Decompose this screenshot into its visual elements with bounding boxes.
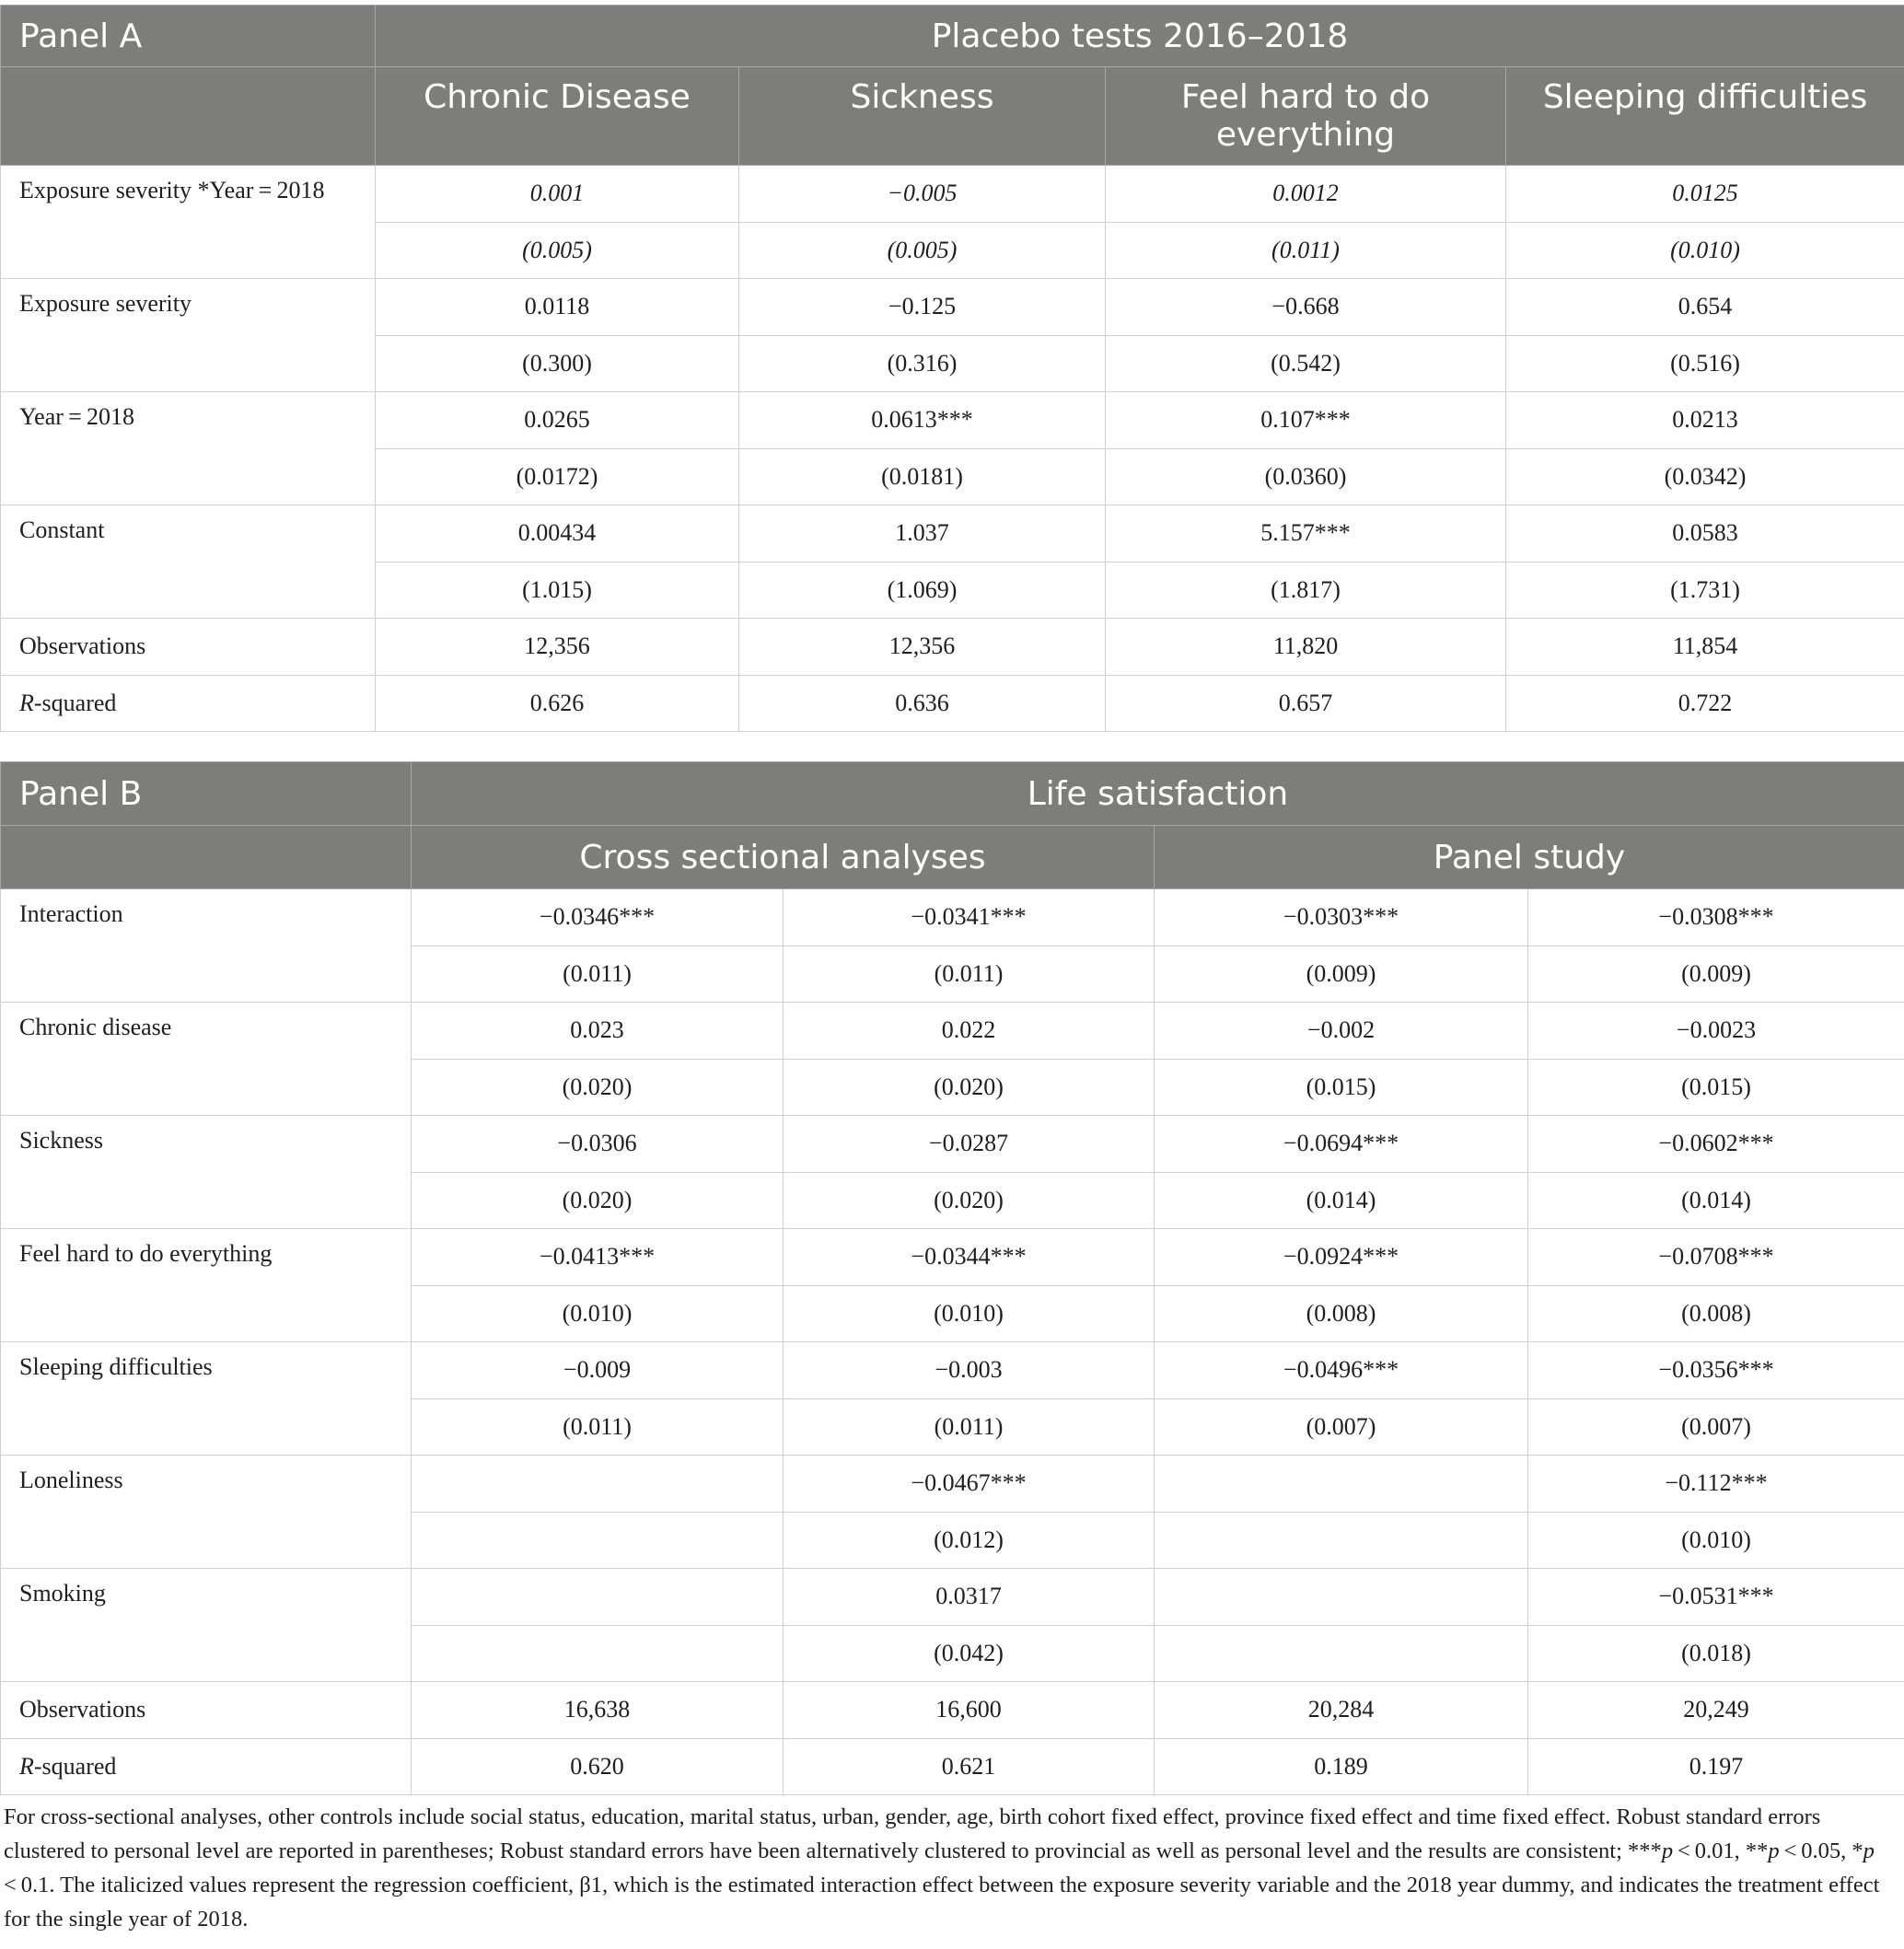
coefficient-cell: −0.0356*** [1528, 1342, 1904, 1399]
std-error-cell: (0.010) [784, 1285, 1155, 1342]
std-error-cell: (0.020) [784, 1172, 1155, 1229]
coefficient-cell: 0.022 [784, 1003, 1155, 1060]
std-error-cell: (0.011) [784, 945, 1155, 1003]
row-label: Loneliness [1, 1456, 412, 1569]
footnote-text: < 0.1. The italicized values represent the regression coefficient, β1, which is the estimated interaction effect between the exposure severity variable and the 2018 year dummy, and indicates the treatment effect for the single year of 2018. [4, 1839, 1880, 1932]
coefficient-cell: −0.668 [1106, 279, 1506, 336]
coefficient-cell: 0.0012 [1106, 166, 1506, 223]
coefficient-cell: 0.023 [412, 1003, 784, 1060]
table-row [1, 1229, 1904, 1286]
panel-b-header-blank [1, 826, 412, 889]
coefficient-cell: −0.0924*** [1155, 1229, 1528, 1286]
observations-row [1, 619, 1904, 676]
observations-cell: 16,638 [412, 1682, 784, 1739]
coefficient-cell: −0.0346*** [412, 889, 784, 946]
std-error-cell [412, 1512, 784, 1569]
std-error-cell: (1.817) [1106, 562, 1506, 619]
footnote-p-symbol: p [1863, 1839, 1875, 1863]
table-row [1, 279, 1904, 336]
coefficient-cell: 0.0125 [1506, 166, 1904, 223]
coefficient-cell: −0.0287 [784, 1116, 1155, 1173]
table-row [1, 166, 1904, 223]
std-error-cell: (0.042) [784, 1625, 1155, 1682]
std-error-cell: (0.005) [376, 222, 739, 279]
coefficient-cell: −0.0023 [1528, 1003, 1904, 1060]
std-error-cell: (0.011) [784, 1398, 1155, 1456]
coefficient-cell [412, 1456, 784, 1513]
coefficient-cell: 0.654 [1506, 279, 1904, 336]
row-label [1, 1738, 412, 1795]
panel-a-label: Panel A [1, 6, 376, 67]
std-error-cell: (0.0172) [376, 448, 739, 505]
row-label: Smoking [1, 1569, 412, 1682]
observations-cell: 20,249 [1528, 1682, 1904, 1739]
std-error-cell: (0.516) [1506, 335, 1904, 392]
panel-b-subgroup-header: Cross sectional analyses [412, 826, 1155, 889]
observations-cell: 16,600 [784, 1682, 1155, 1739]
r-squared-cell: 0.657 [1106, 675, 1506, 732]
coefficient-cell: 0.00434 [376, 505, 739, 563]
std-error-cell: (0.542) [1106, 335, 1506, 392]
row-label: Sleeping difficulties [1, 1342, 412, 1456]
row-label: Interaction [1, 889, 412, 1003]
std-error-cell: (0.020) [784, 1059, 1155, 1116]
r-symbol: R [19, 689, 34, 716]
std-error-cell: (0.010) [1528, 1512, 1904, 1569]
r-squared-cell: 0.636 [739, 675, 1106, 732]
std-error-cell: (0.010) [1506, 222, 1904, 279]
std-error-cell [1155, 1625, 1528, 1682]
table-row [1, 1003, 1904, 1060]
coefficient-cell: −0.0303*** [1155, 889, 1528, 946]
table-row [1, 1116, 1904, 1173]
std-error-cell: (0.007) [1528, 1398, 1904, 1456]
std-error-cell: (0.0360) [1106, 448, 1506, 505]
observations-cell: 11,854 [1506, 619, 1904, 676]
std-error-cell: (0.008) [1528, 1285, 1904, 1342]
std-error-cell: (0.020) [412, 1172, 784, 1229]
std-error-cell: (0.014) [1528, 1172, 1904, 1229]
coefficient-cell: 0.0118 [376, 279, 739, 336]
coefficient-cell: −0.0308*** [1528, 889, 1904, 946]
std-error-cell: (0.007) [1155, 1398, 1528, 1456]
observations-cell: 11,820 [1106, 619, 1506, 676]
coefficient-cell: 0.0265 [376, 392, 739, 449]
row-label: Constant [1, 505, 376, 619]
coefficient-cell [1155, 1569, 1528, 1626]
panel-a-col-header: Chronic Disease [376, 67, 739, 166]
std-error-cell: (1.015) [376, 562, 739, 619]
coefficient-cell: −0.125 [739, 279, 1106, 336]
std-error-cell [1155, 1512, 1528, 1569]
row-label [1, 675, 376, 732]
table-row [1, 1342, 1904, 1399]
std-error-cell: (0.008) [1155, 1285, 1528, 1342]
observations-cell: 12,356 [376, 619, 739, 676]
std-error-cell: (0.011) [412, 945, 784, 1003]
r-squared-suffix: -squared [33, 1752, 117, 1780]
r-squared-cell: 0.620 [412, 1738, 784, 1795]
std-error-cell: (1.731) [1506, 562, 1904, 619]
coefficient-cell: −0.0306 [412, 1116, 784, 1173]
observations-row [1, 1682, 1904, 1739]
r-squared-cell: 0.722 [1506, 675, 1904, 732]
panel-b-label: Panel B [1, 762, 412, 826]
coefficient-cell: −0.003 [784, 1342, 1155, 1399]
footnote-p-symbol: p [1661, 1839, 1674, 1863]
coefficient-cell: −0.005 [739, 166, 1106, 223]
table-row [1, 1456, 1904, 1513]
coefficient-cell: 0.107*** [1106, 392, 1506, 449]
footnote-text: < 0.05, * [1779, 1839, 1863, 1863]
row-label: Chronic disease [1, 1003, 412, 1116]
std-error-cell: (0.015) [1528, 1059, 1904, 1116]
coefficient-cell: −0.009 [412, 1342, 784, 1399]
r-squared-row [1, 1738, 1904, 1795]
std-error-cell: (0.316) [739, 335, 1106, 392]
std-error-cell: (0.005) [739, 222, 1106, 279]
footnote-p-symbol: p [1768, 1839, 1780, 1863]
coefficient-cell: 0.0613*** [739, 392, 1106, 449]
std-error-cell: (0.014) [1155, 1172, 1528, 1229]
std-error-cell: (0.020) [412, 1059, 784, 1116]
panel-a-group-title: Placebo tests 2016–2018 [376, 6, 1904, 67]
row-label: Feel hard to do everything [1, 1229, 412, 1342]
coefficient-cell: −0.112*** [1528, 1456, 1904, 1513]
observations-cell: 20,284 [1155, 1682, 1528, 1739]
r-squared-cell: 0.621 [784, 1738, 1155, 1795]
std-error-cell: (0.015) [1155, 1059, 1528, 1116]
table-footnote [4, 1800, 1891, 1936]
coefficient-cell: −0.0602*** [1528, 1116, 1904, 1173]
row-label: Exposure severity *Year = 2018 [1, 166, 376, 279]
coefficient-cell: 1.037 [739, 505, 1106, 563]
coefficient-cell [1155, 1456, 1528, 1513]
std-error-cell: (0.012) [784, 1512, 1155, 1569]
coefficient-cell: 5.157*** [1106, 505, 1506, 563]
coefficient-cell: −0.0341*** [784, 889, 1155, 946]
r-squared-row [1, 675, 1904, 732]
panel-b-body [1, 889, 1904, 1795]
coefficient-cell [412, 1569, 784, 1626]
std-error-cell [412, 1625, 784, 1682]
std-error-cell: (0.300) [376, 335, 739, 392]
std-error-cell: (1.069) [739, 562, 1106, 619]
footnote-text: < 0.01, ** [1673, 1839, 1769, 1863]
r-squared-cell: 0.626 [376, 675, 739, 732]
coefficient-cell: −0.0694*** [1155, 1116, 1528, 1173]
coefficient-cell: −0.0531*** [1528, 1569, 1904, 1626]
coefficient-cell: −0.0496*** [1155, 1342, 1528, 1399]
footnote-text: For cross-sectional analyses, other controls include social status, education, marital status, urban, gender, age, birth cohort fixed effect, province fixed effect and time fixed effect. Robust standard errors clustered to personal level are reported in parentheses; Robust standard errors have been alternatively clustered to provincial as well as personal level and the results are consistent; *** [4, 1804, 1821, 1863]
table-row [1, 392, 1904, 449]
row-label: Sickness [1, 1116, 412, 1229]
panel-a-col-header: Sickness [739, 67, 1106, 166]
row-label: Exposure severity [1, 279, 376, 392]
std-error-cell: (0.0342) [1506, 448, 1904, 505]
row-label: Observations [1, 1682, 412, 1739]
panel-b-group-title: Life satisfaction [412, 762, 1904, 826]
panel-a-body [1, 166, 1904, 732]
std-error-cell: (0.011) [412, 1398, 784, 1456]
panel-a-header-blank [1, 67, 376, 166]
coefficient-cell: −0.0708*** [1528, 1229, 1904, 1286]
coefficient-cell: −0.0467*** [784, 1456, 1155, 1513]
r-squared-cell: 0.189 [1155, 1738, 1528, 1795]
coefficient-cell: 0.001 [376, 166, 739, 223]
row-label: Observations [1, 619, 376, 676]
observations-cell: 12,356 [739, 619, 1106, 676]
std-error-cell: (0.009) [1155, 945, 1528, 1003]
panel-b-subgroup-header: Panel study [1155, 826, 1904, 889]
std-error-cell: (0.010) [412, 1285, 784, 1342]
table-row [1, 889, 1904, 946]
std-error-cell: (0.011) [1106, 222, 1506, 279]
coefficient-cell: −0.002 [1155, 1003, 1528, 1060]
panel-a-table [0, 5, 1904, 732]
panel-b-table [0, 761, 1904, 1795]
r-squared-cell: 0.197 [1528, 1738, 1904, 1795]
r-squared-suffix: -squared [33, 689, 117, 716]
panel-a-col-header: Feel hard to do everything [1106, 67, 1506, 166]
r-symbol: R [19, 1752, 34, 1780]
table-row [1, 505, 1904, 563]
std-error-cell: (0.009) [1528, 945, 1904, 1003]
table-row [1, 1569, 1904, 1626]
panel-a-col-header: Sleeping difficulties [1506, 67, 1904, 166]
std-error-cell: (0.0181) [739, 448, 1106, 505]
coefficient-cell: −0.0413*** [412, 1229, 784, 1286]
row-label: Year = 2018 [1, 392, 376, 505]
coefficient-cell: 0.0317 [784, 1569, 1155, 1626]
coefficient-cell: 0.0213 [1506, 392, 1904, 449]
coefficient-cell: 0.0583 [1506, 505, 1904, 563]
std-error-cell: (0.018) [1528, 1625, 1904, 1682]
coefficient-cell: −0.0344*** [784, 1229, 1155, 1286]
